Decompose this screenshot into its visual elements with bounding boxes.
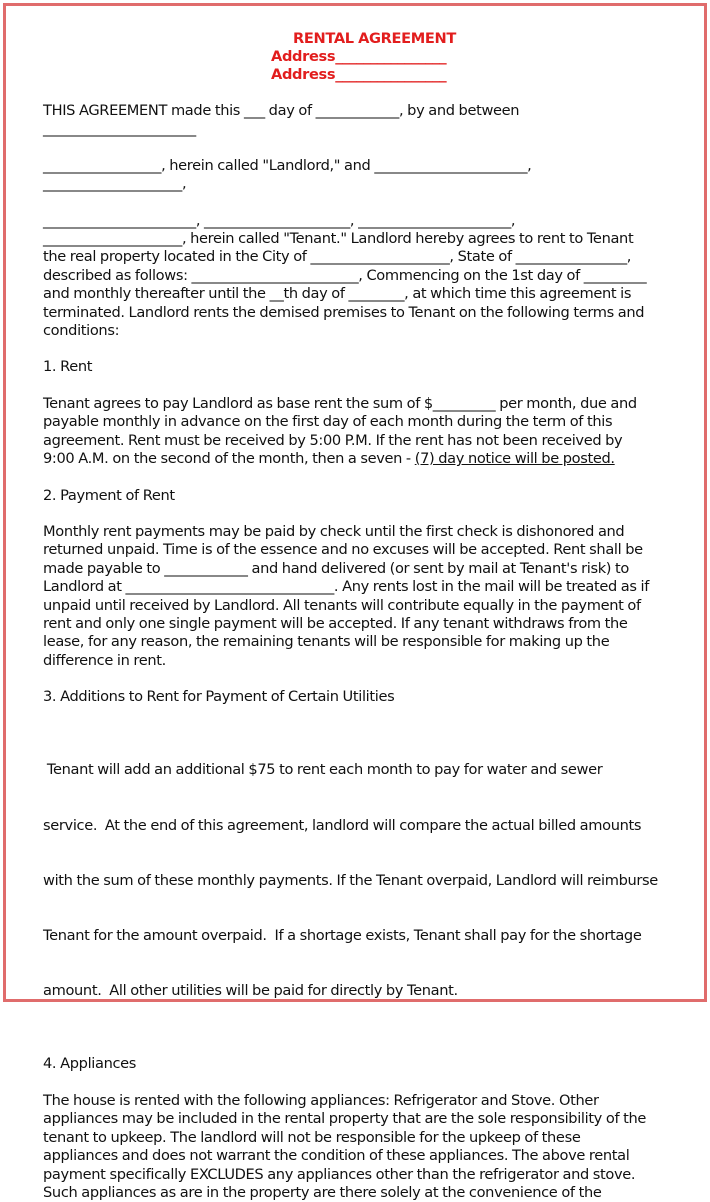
text-line: service. At the end of this agreement, landlord will compare the actual billed amounts — [43, 816, 642, 834]
section-payment-heading: 2. Payment of Rent — [43, 486, 175, 504]
text-line: tenant to upkeep. The landlord will not be responsible for the upkeep of these — [43, 1128, 581, 1146]
address-line-2: Address________________ — [271, 66, 447, 83]
text-line: appliances may be included in the rental property that are the sole responsibility of the — [43, 1110, 647, 1128]
text-line: the real property located in the City of ____________________, State of ________________, — [43, 248, 632, 266]
text-line: described as follows: ________________________, Commencing on the 1st day of _________ — [43, 266, 647, 284]
text-line: returned unpaid. Time is of the essence and no excuses will be accepted. Rent shall be — [43, 541, 643, 559]
document-title: RENTAL AGREEMENT — [293, 30, 457, 47]
intro-paragraph — [43, 102, 673, 139]
notice-underlined: (7) day notice will be posted. — [414, 450, 615, 468]
text-line: Tenant will add an additional $75 to rent each month to pay for water and sewer — [43, 761, 603, 779]
text-line: payable monthly in advance on the first day of each month during the term of this — [43, 413, 613, 431]
text-line — [43, 450, 673, 468]
text-line: Monthly rent payments may be paid by check until the first check is dishonored and — [43, 522, 625, 540]
section-payment-body — [43, 523, 673, 670]
section-utilities-heading: 3. Additions to Rent for Payment of Certain Utilities — [43, 688, 395, 706]
text-line: made payable to ____________ and hand delivered (or sent by mail at Tenant's risk) to — [43, 559, 629, 577]
text-line: and monthly thereafter until the __th day of ________, at which time this agreement is — [43, 285, 632, 303]
text-line: THIS AGREEMENT made this ___ day of ____________, by and between — [43, 102, 520, 119]
tenant-paragraph — [43, 212, 673, 341]
text-line: lease, for any reason, the remaining tenants will be responsible for making up the — [43, 633, 610, 651]
landlord-paragraph — [43, 157, 673, 194]
section-rent-body — [43, 395, 673, 469]
text-line: with the sum of these monthly payments. If the Tenant overpaid, Landlord will reimburse — [43, 871, 658, 889]
text-line: conditions: — [43, 322, 120, 340]
text-line: rent and only one single payment will be accepted. If any tenant withdraws from the — [43, 614, 628, 632]
text-line: Such appliances as are in the property are there solely at the convenience of the — [43, 1183, 602, 1201]
document-page — [43, 30, 673, 1202]
text-line: terminated. Landlord rents the demised premises to Tenant on the following terms and — [43, 303, 645, 321]
text-line: amount. All other utilities will be paid for directly by Tenant. — [43, 982, 458, 1000]
text-line: difference in rent. — [43, 651, 166, 669]
text-line: ______________________, _____________________, ______________________, — [43, 211, 516, 229]
text-line: The house is rented with the following appliances: Refrigerator and Stove. Other — [43, 1091, 599, 1109]
text-line: Tenant agrees to pay Landlord as base rent the sum of $_________ per month, due and — [43, 394, 637, 412]
section-appliances-body — [43, 1092, 673, 1202]
page-border — [3, 3, 707, 1201]
section-appliances-heading: 4. Appliances — [43, 1055, 137, 1073]
text-line: appliances and does not warrant the condition of these appliances. The above rental — [43, 1147, 630, 1165]
text-line: ______________________ — [43, 120, 196, 138]
text-line: agreement. Rent must be received by 5:00 P.M. If the rent has not been received by — [43, 431, 623, 449]
text-line: payment specifically EXCLUDES any appliances other than the refrigerator and stove. — [43, 1165, 636, 1183]
text-line: unpaid until received by Landlord. All tenants will contribute equally in the payment of — [43, 596, 641, 614]
text-line: ____________________, — [43, 175, 187, 193]
address-line-1: Address________________ — [271, 48, 447, 65]
section-utilities-body — [43, 725, 673, 1038]
notice-prefix: 9:00 A.M. on the second of the month, then a seven - — [43, 450, 415, 468]
text-line: Landlord at ______________________________. Any rents lost in the mail will be treated as if — [43, 578, 649, 596]
section-rent-heading: 1. Rent — [43, 358, 93, 376]
text-line: ____________________, herein called "Tenant." Landlord hereby agrees to rent to Tenant — [43, 230, 634, 248]
text-line: _________________, herein called "Landlord," and ______________________, — [43, 156, 532, 174]
text-line: Tenant for the amount overpaid. If a shortage exists, Tenant shall pay for the shortage — [43, 927, 642, 945]
